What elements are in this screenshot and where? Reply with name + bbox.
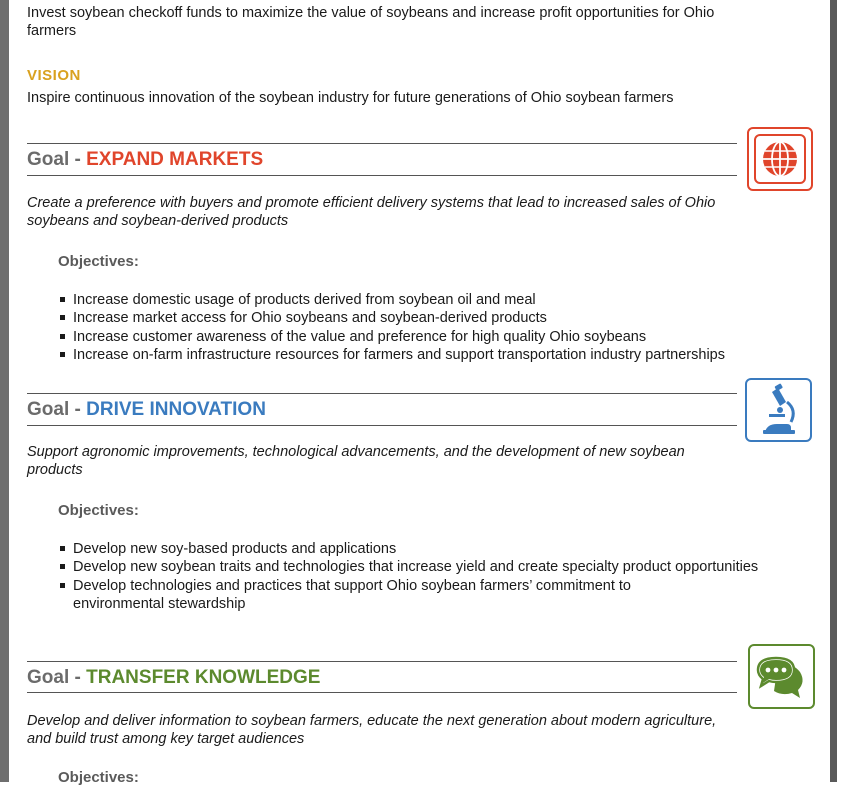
page-frame-right xyxy=(830,0,837,782)
goal-prefix: Goal xyxy=(27,149,70,170)
goal-separator: - xyxy=(74,667,81,688)
vision-heading: VISION xyxy=(27,67,81,84)
list-item: Increase domestic usage of products derived from soybean oil and meal xyxy=(59,291,819,309)
goal-rule-top xyxy=(27,661,737,662)
goal-description: Develop and deliver information to soybean farmers, educate the next generation about modern agriculture, and build trust among key target audiences xyxy=(27,713,717,747)
goal-separator: - xyxy=(74,149,81,170)
goal-title-transfer-knowledge: TRANSFER KNOWLEDGE xyxy=(86,667,321,688)
microscope-icon xyxy=(745,378,812,442)
goal-heading xyxy=(27,667,320,689)
goal-rule-bottom xyxy=(27,692,737,693)
goal-description: Support agronomic improvements, technological advancements, and the development of new soybean products xyxy=(27,444,685,478)
mission-text: Invest soybean checkoff funds to maximize the value of soybeans and increase profit opportunities for Ohio farmers xyxy=(27,5,715,39)
goal-rule-top xyxy=(27,143,737,144)
goal-title-expand-markets: EXPAND MARKETS xyxy=(86,149,264,170)
vision-text: Inspire continuous innovation of the soybean industry for future generations of Ohio soybean farmers xyxy=(27,90,674,106)
list-item: Develop new soybean traits and technologies that increase yield and create specialty product opportunities xyxy=(59,558,759,576)
goal-separator: - xyxy=(74,399,81,420)
objectives-label: Objectives: xyxy=(58,502,139,519)
goal-heading xyxy=(27,149,263,171)
goal-prefix: Goal xyxy=(27,667,70,688)
goal-description: Create a preference with buyers and promote efficient delivery systems that lead to increased sales of Ohio soybeans and soybean-derived products xyxy=(27,195,716,229)
list-item: Develop technologies and practices that support Ohio soybean farmers’ commitment to environmental stewardship xyxy=(59,577,759,614)
list-item: Develop new soy-based products and applications xyxy=(59,540,759,558)
objectives-list xyxy=(59,291,819,365)
globe-icon xyxy=(747,127,813,191)
list-item: Increase customer awareness of the value and preference for high quality Ohio soybeans xyxy=(59,328,819,346)
list-item: Increase on-farm infrastructure resources for farmers and support transportation industry partnerships xyxy=(59,346,819,364)
list-item: Increase market access for Ohio soybeans and soybean-derived products xyxy=(59,309,819,327)
goal-rule-bottom xyxy=(27,175,737,176)
objectives-list xyxy=(59,540,759,614)
objectives-label: Objectives: xyxy=(58,253,139,270)
chat-bubbles-icon xyxy=(748,644,815,709)
objectives-label: Objectives: xyxy=(58,769,139,786)
goal-heading xyxy=(27,399,266,421)
goal-prefix: Goal xyxy=(27,399,70,420)
goal-rule-bottom xyxy=(27,425,737,426)
page-frame-left xyxy=(0,0,9,782)
goal-rule-top xyxy=(27,393,737,394)
goal-title-drive-innovation: DRIVE INNOVATION xyxy=(86,399,266,420)
